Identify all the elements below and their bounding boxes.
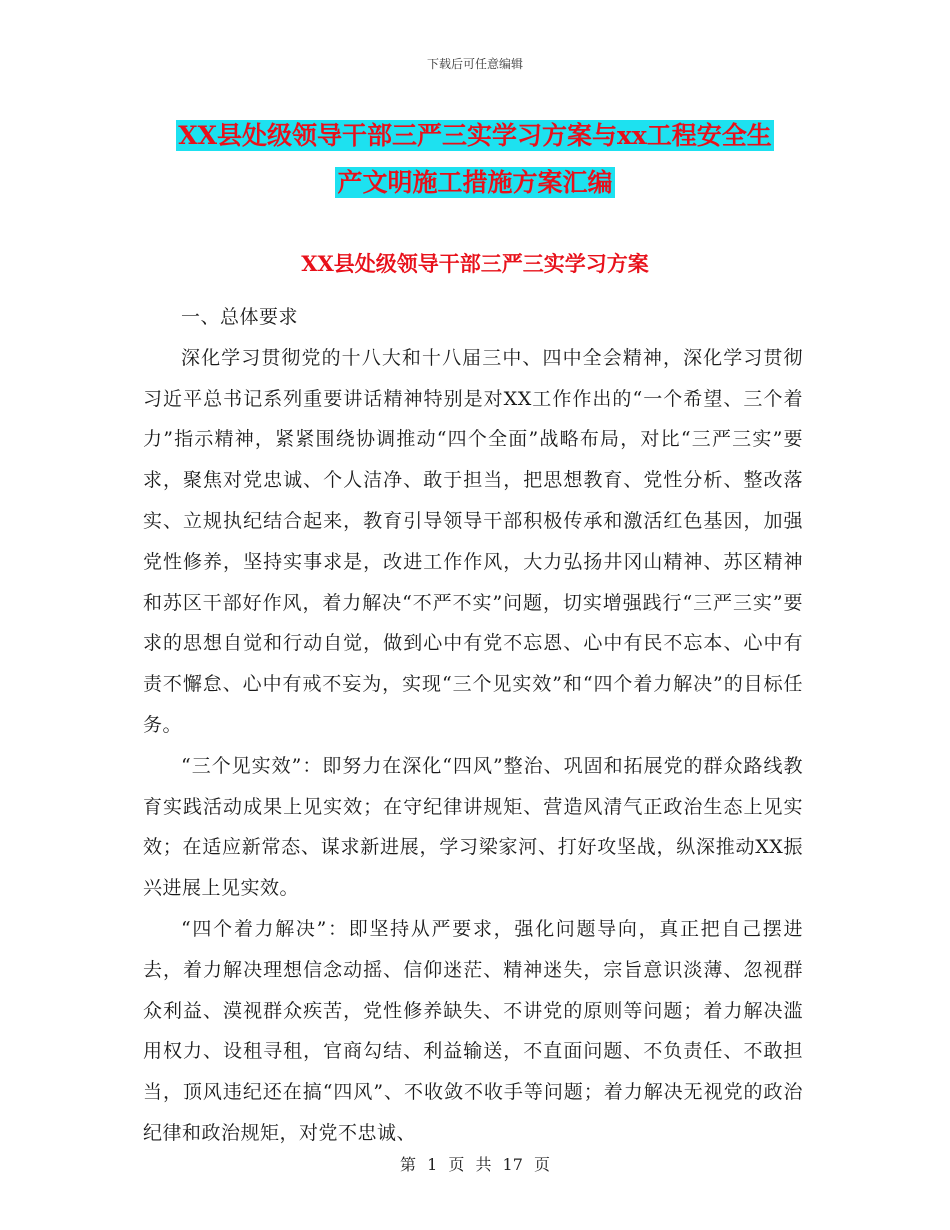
document-title: [0, 112, 950, 206]
paragraph-1: 深化学习贯彻党的十八大和十八届三中、四中全会精神，深化学习贯彻习近平总书记系列重要讲话精神特别是对XX工作作出的“一个希望、三个着力”指示精神，紧紧围绕协调推动“四个全面”战略布局，对比“三严三实”要求，聚焦对党忠诚、个人洁净、敢于担当，把思想教育、党性分析、整改落实、立规执纪结合起来，教育引导领导干部积极传承和激活红色基因，加强党性修养，坚持实事求是，改进工作作风，大力弘扬井冈山精神、苏区精神和苏区干部好作风，着力解决“不严不实”问题，切实增强践行“三严三实”要求的思想自觉和行动自觉，做到心中有党不忘恩、心中有民不忘本、心中有责不懈怠、心中有戒不妄为，实现“三个见实效”和“四个着力解决”的目标任务。: [143, 346, 803, 736]
header-note: 下载后可任意编辑: [426, 57, 523, 71]
document-body: [143, 297, 803, 1154]
document-title-line1: XX县处级领导干部三严三实学习方案与xx工程安全生: [178, 121, 772, 150]
heading-general-requirements: 一、总体要求: [181, 306, 299, 328]
paragraph-3: “四个着力解决”：即坚持从严要求，强化问题导向，真正把自己摆进去，着力解决理想信念动摇、信仰迷茫、精神迷失，宗旨意识淡薄、忽视群众利益、漠视群众疾苦，党性修养缺失、不讲党的原则等问题；着力解决滥用权力、设租寻租，官商勾结、利益输送，不直面问题、不负责任、不敢担当，顶风违纪还在搞“四风”、不收敛不收手等问题；着力解决无视党的政治纪律和政治规矩，对党不忠诚、: [143, 917, 803, 1144]
document-title-line2: 产文明施工措施方案汇编: [337, 168, 613, 197]
page-footer: 第 1 页 共 17 页: [400, 1155, 550, 1174]
section-title: XX县处级领导干部三严三实学习方案: [301, 251, 649, 276]
paragraph-2: “三个见实效”：即努力在深化“四风”整治、巩固和拓展党的群众路线教育实践活动成果上见实效；在守纪律讲规矩、营造风清气正政治生态上见实效；在适应新常态、谋求新进展，学习梁家河、打好攻坚战，纵深推动XX振兴进展上见实效。: [143, 754, 803, 900]
